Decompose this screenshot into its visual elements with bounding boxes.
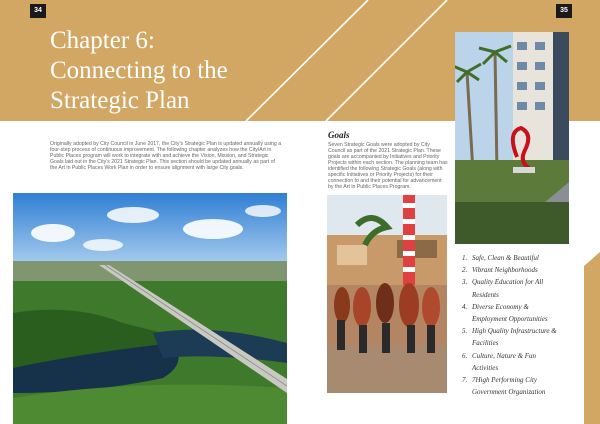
goal-number: 4. [462,302,468,311]
goal-item [462,276,582,300]
goals-list [462,252,582,398]
intro-paragraph: Originally adopted by City Council in June 2017, the City's Strategic Plan is updated annually using a four-step process of continuous improvement. The following chapter analyzes how the City/Art in Public Places program will work to integrate with and achieve the Vision, Mission, and Strategic Goals laid out in the City's 2021 Strategic Plan. This section should be updated annually as part of the Art in Public Places Work Plan in order to ensure alignment with large City goals. [50,141,282,172]
goal-text: Culture, Nature & Fun [472,351,537,360]
goal-text: Facilities [472,339,499,348]
title-line: Chapter 6: [50,27,155,54]
goal-number: 2. [462,266,468,275]
goal-number: 7. [462,376,468,385]
goal-text: Safe, Clean & Beautiful [472,254,539,262]
goal-text: Activities [472,363,499,372]
goal-number: 6. [462,351,468,360]
festival-photo [327,195,447,393]
goal-number: 1. [462,254,468,262]
goal-number: 3. [462,278,468,287]
title-line: Strategic Plan [50,87,190,114]
title-line: Connecting to the [50,57,228,84]
page-number-right: 35 [556,4,572,18]
goal-item [462,252,582,264]
goal-text: High Quality Infrastructure & [472,327,557,336]
goal-text: Quality Education for All [472,278,544,287]
goals-paragraph: Seven Strategic Goals were adopted by City Council as part of the 2021 Strategic Plan. These goals are accompanied by Initiatives and Priority Projects within each section. The planning team has identified the following Strategic Goals (along with specific Initiatives or Priority Projects) for their connection to and their potential for advancement by the Art in Public Places Program. [328,142,448,190]
sculpture-photo [455,32,569,244]
goal-item [462,301,582,325]
page-number-left: 34 [30,4,46,18]
goal-text: Vibrant Neighborhoods [472,266,538,275]
goal-item [462,350,582,374]
goal-number: 5. [462,327,468,336]
goal-text: Employment Opportunities [472,315,548,324]
goal-text: Residents [472,290,499,299]
goal-text: Diverse Economy & [472,302,529,311]
goal-text: 7High Performing City [472,376,537,385]
chapter-title [50,26,310,116]
aerial-bridge-photo [13,193,287,424]
goals-heading: Goals [328,130,350,140]
goal-item [462,325,582,349]
goal-text: Government Organization [472,388,546,397]
corner-accent-shape [584,252,600,424]
goal-item [462,374,582,398]
goal-item [462,264,582,276]
